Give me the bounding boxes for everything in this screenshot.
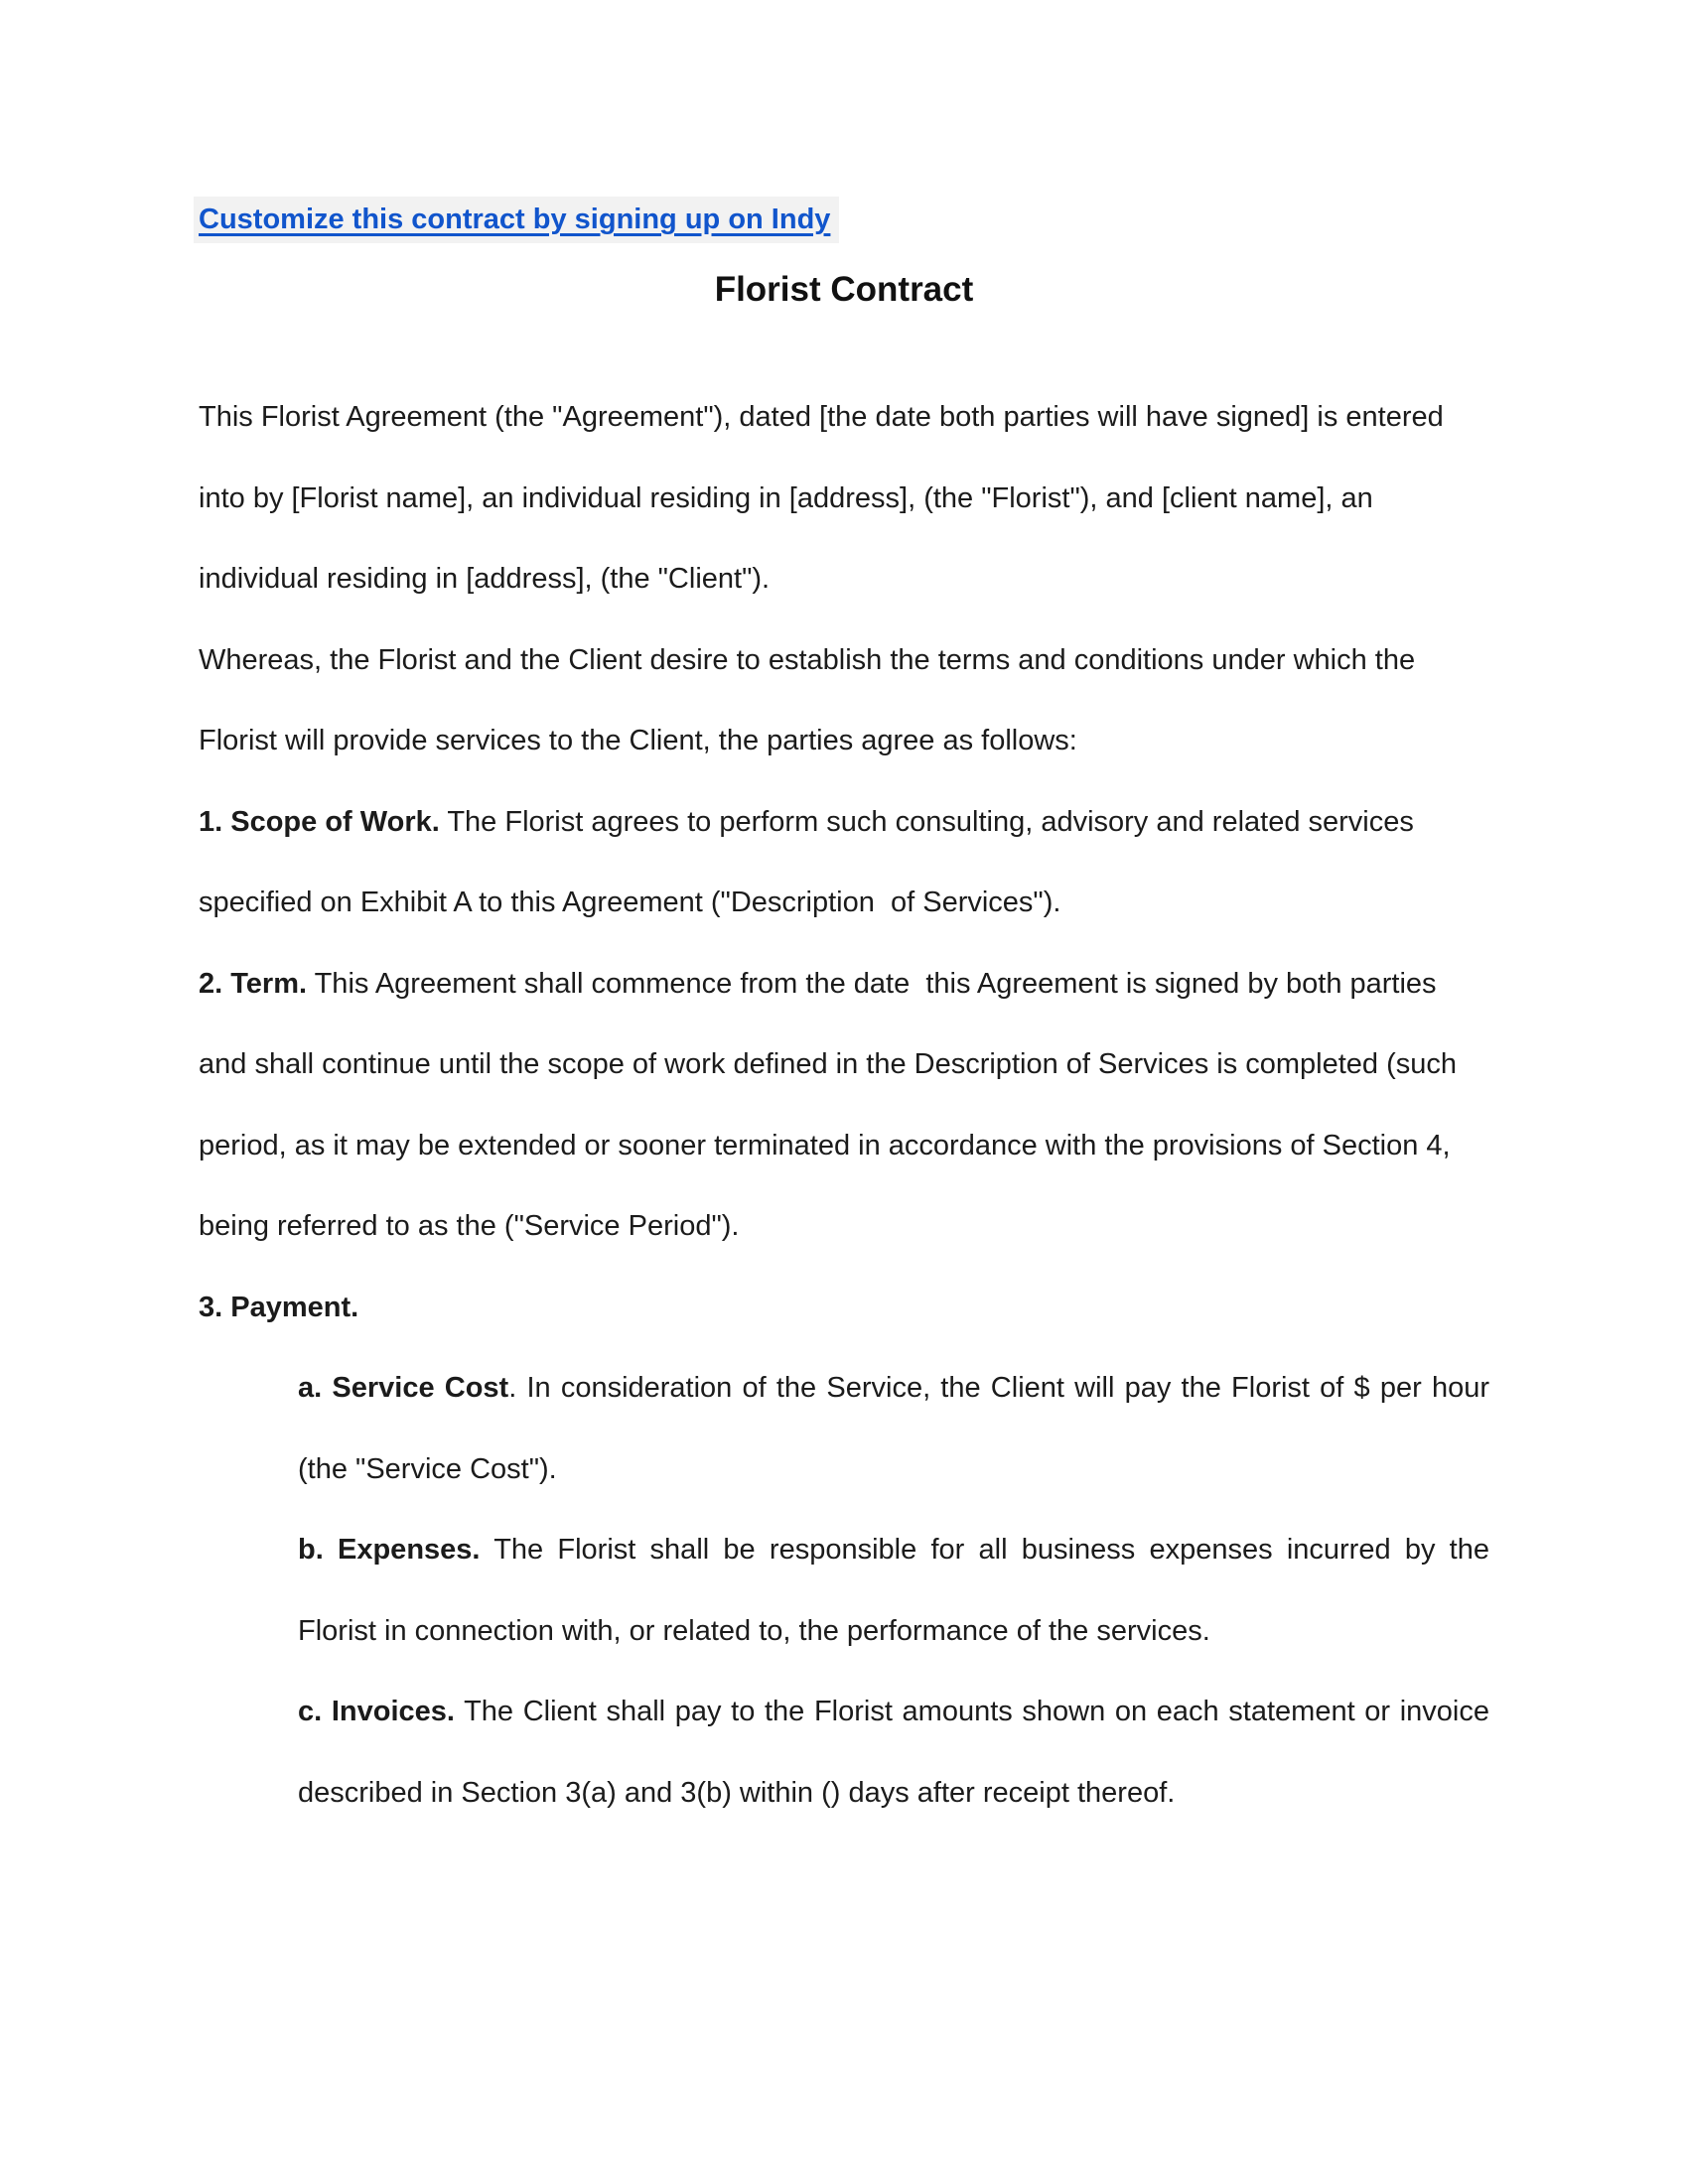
payment-sub-a (298, 1348, 1489, 1510)
term-line-1 (199, 944, 1489, 1025)
service-cost-heading: a. Service Cost (298, 1372, 509, 1404)
service-cost-text-1: . In consideration of the Service, the Client will pay the Florist of $ per hour (508, 1372, 1489, 1404)
term-line-3: period, as it may be extended or sooner terminated in accordance with the provisions of Section 4, (199, 1129, 1451, 1161)
payment-sub-b (298, 1510, 1489, 1672)
term-line-2: and shall continue until the scope of work defined in the Description of Services is completed (such (199, 1048, 1458, 1080)
intro-line-3: individual residing in [address], (the "Client"). (199, 563, 771, 595)
scope-heading: 1. Scope of Work. (199, 805, 440, 838)
invoices-line-2: described in Section 3(a) and 3(b) within () days after receipt thereof. (298, 1776, 1176, 1809)
payment-sub-c (298, 1672, 1489, 1834)
page-title: Florist Contract (714, 270, 974, 309)
expenses-line-1 (298, 1510, 1489, 1591)
payment-heading: 3. Payment. (199, 1291, 359, 1323)
payment-heading-line (199, 1268, 1489, 1349)
invoices-line-1 (298, 1672, 1489, 1753)
term-text-1: This Agreement shall commence from the date this Agreement is signed by both parties (307, 967, 1437, 1000)
expenses-line-2: Florist in connection with, or related to, the performance of the services. (298, 1614, 1210, 1647)
whereas-line-1: Whereas, the Florist and the Client desire to establish the terms and conditions under which the (199, 643, 1416, 676)
term-line-4: being referred to as the ("Service Period"). (199, 1210, 740, 1242)
intro-line-2: into by [Florist name], an individual residing in [address], (the "Florist"), and [client name], an (199, 481, 1373, 514)
scope-text-1: The Florist agrees to perform such consulting, advisory and related services (439, 805, 1414, 838)
customize-link-row (199, 0, 1489, 243)
service-cost-line-1 (298, 1348, 1489, 1430)
invoices-text-1: The Client shall pay to the Florist amounts shown on each statement or invoice (454, 1696, 1489, 1727)
service-cost-line-2: (the "Service Cost"). (298, 1452, 557, 1485)
term-heading: 2. Term. (199, 967, 308, 1000)
whereas-line-2: Florist will provide services to the Client, the parties agree as follows: (199, 725, 1077, 756)
contract-body (199, 377, 1489, 1834)
scope-line-1 (199, 782, 1489, 864)
invoices-heading: c. Invoices. (298, 1696, 455, 1727)
scope-line-2: specified on Exhibit A to this Agreement ("Description of Services"). (199, 887, 1061, 918)
customize-link[interactable]: Customize this contract by signing up on Indy (194, 197, 839, 243)
intro-line-1: This Florist Agreement (the "Agreement"), dated [the date both parties will have signed] is entered (199, 401, 1444, 433)
expenses-heading: b. Expenses. (298, 1534, 481, 1566)
expenses-text-1: The Florist shall be responsible for all business expenses incurred by the (480, 1534, 1489, 1566)
